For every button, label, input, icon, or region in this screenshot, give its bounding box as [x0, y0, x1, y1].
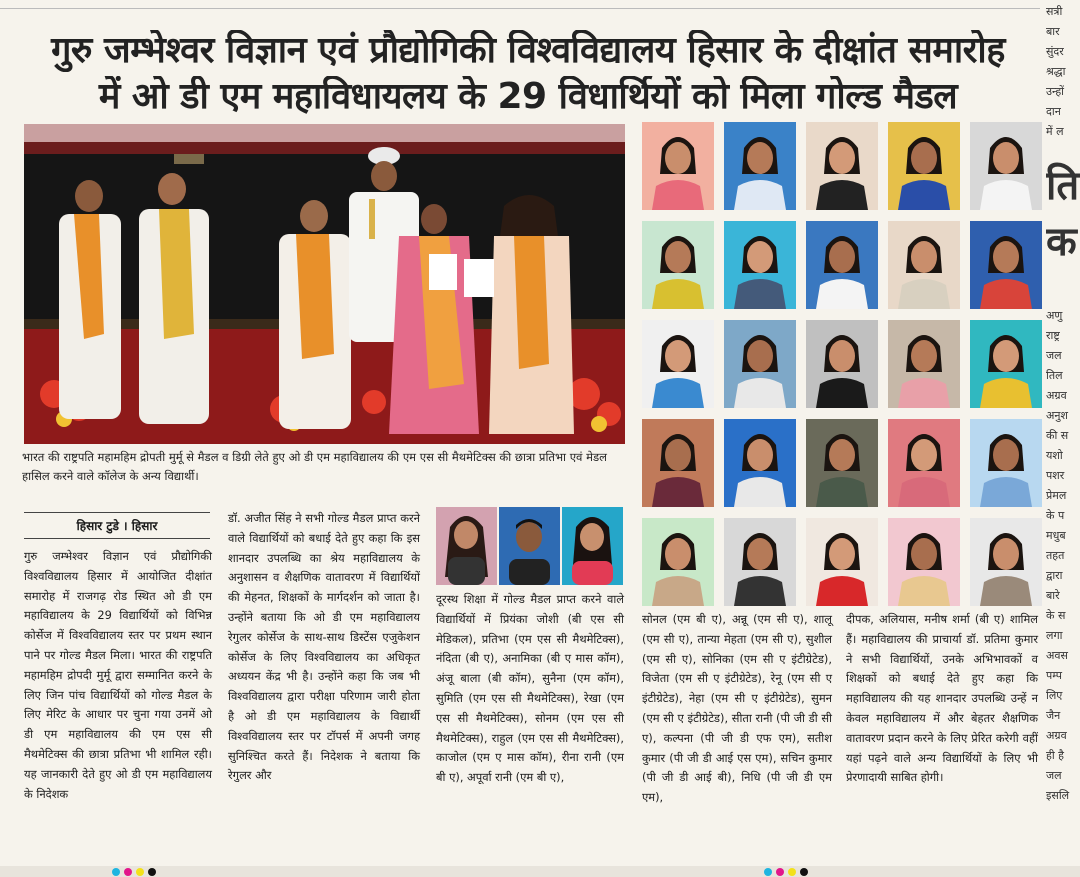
- adjacent-headline-1: ति: [1046, 163, 1080, 209]
- person-photo-icon: [888, 320, 960, 408]
- adjacent-line: दान: [1046, 105, 1061, 118]
- registration-dot-black: [148, 868, 156, 876]
- person-photo-icon: [642, 518, 714, 606]
- student-photo: [888, 122, 960, 210]
- person-photo-icon: [970, 122, 1042, 210]
- person-photo-icon: [806, 518, 878, 606]
- student-photo: [642, 122, 714, 210]
- adjacent-line: सुंदर: [1046, 45, 1064, 58]
- student-photo: [806, 221, 878, 309]
- article-column-4: सोनल (एम बी ए), अन्नू (एम सी ए), शालू (एम सी ए), तान्या मेहता (एम सी ए), सुशील (एम सी ए), सोनिका (एम सी ए इंटीग्रेटेड), विजेता (एम सी ए इंटीग्रेटेड), रेनू (एम सी ए इंटीग्रेटेड), नेहा (एम सी ए इंटीग्रेटेड), सुमन (एम सी ए इंटीग्रेटेड), सीता रानी (पी जी डी सी ए), कल्पना (पी जी डी एफ एम), सतीश कुमार (पी जी डी आई एस एम), सचिन कुमार (पी जी डी आई बी), निधि (पी जी डी एम एम),: [642, 612, 832, 805]
- student-photo: [724, 122, 796, 210]
- adjacent-line: अनुश: [1046, 409, 1068, 422]
- student-photo: [642, 419, 714, 507]
- adjacent-article-lines-top: [1046, 2, 1080, 142]
- student-photo: [806, 419, 878, 507]
- small-photo-2: [499, 507, 560, 585]
- registration-dot-magenta: [124, 868, 132, 876]
- adjacent-line: बारे: [1046, 589, 1060, 602]
- student-photo: [970, 419, 1042, 507]
- adjacent-line: के स: [1046, 609, 1066, 622]
- adjacent-line: जल: [1046, 349, 1062, 362]
- person-photo-icon: [970, 320, 1042, 408]
- adjacent-line: लगा: [1046, 629, 1063, 642]
- person-photo-icon: [806, 419, 878, 507]
- adjacent-line: अवस: [1046, 649, 1068, 662]
- article-column-2: डॉ. अजीत सिंह ने सभी गोल्ड मैडल प्राप्त करने वाले विद्यार्थियों को बधाई देते हुए कहा कि इस शानदार उपलब्धि का श्रेय महाविद्यालय के अनुशासन व शैक्षणिक वातावरण में विद्यार्थियों की मेहनत, शिक्षकों के मार्गदर्शन को जाता है। उन्होंने बताया कि ओ डी एम महाविद्यालय रेगुलर कोर्सेज के साथ-साथ डिस्टेंस एजुकेशन कोर्सेज के लिए विश्वविद्यालय का अधिकृत अध्ययन केंद्र भी है। उन्होंने कहा कि जब भी विश्वविद्यालय द्वारा परीक्षा परिणाम जारी होता है ओ डी एम महाविद्यालय के विद्यार्थी विश्वविद्यालय स्तर पर टॉपर्स में अपनी जगह सुनिश्चित करते हैं। निदेशक ने बताया कि रेगुलर और: [228, 511, 420, 783]
- person-photo-icon: [724, 518, 796, 606]
- student-photo: [970, 122, 1042, 210]
- student-photo: [806, 320, 878, 408]
- adjacent-line: प्रेमल: [1046, 489, 1067, 502]
- person-photo-icon: [436, 507, 497, 585]
- article-column-1: गुरु जम्भेश्वर विज्ञान एवं प्रौद्योगिकी विश्वविद्यालय हिसार में आयोजित दीक्षांत समारोह में राजगढ़ रोड स्थित ओ डी एम महाविद्यालय के 29 विद्यार्थियों को विभिन्न कोर्सेज में विश्वविद्यालय स्तर पर प्रथम स्थान पाने पर गोल्ड मैडल मिला। भारत की राष्ट्रपति महामहिम द्रोपदी मुर्मू द्वारा सम्मानित करने के लिए जिन पांच विद्यार्थियों को गोल्ड मैडल के लिए मेरिट के आधार पर चुना गया उनमें ओ डी एम महाविद्यालय की एम एस सी मैथमेटिक्स की छात्रा प्रतिभा भी शामिल रही। यह जानकारी देते हुए ओ डी एम महाविद्यालय के निदेशक: [24, 549, 212, 801]
- adjacent-line: ही है: [1046, 749, 1065, 762]
- adjacent-article-column: [1046, 0, 1080, 877]
- adjacent-line: में ल: [1046, 125, 1064, 138]
- small-photo-3: [562, 507, 623, 585]
- person-photo-icon: [970, 419, 1042, 507]
- registration-dot-magenta-2: [776, 868, 784, 876]
- registration-dot-yellow: [136, 868, 144, 876]
- photo-caption: भारत की राष्ट्रपति महामहिम द्रोपती मुर्मू से मैडल व डिग्री लेते हुए ओ डी एम महाविद्यालय की एम एस सी मैथमेटिक्स की छात्रा प्रतिभा एवं मेडल हासिल करने वाले कॉलेज के अन्य विद्यार्थी।: [22, 450, 607, 483]
- headline-line-2: में ओ डी एम महाविधायलय के 29 विधार्थियों को मिला गोल्ड मैडल: [98, 76, 958, 117]
- registration-dot-cyan: [112, 868, 120, 876]
- convocation-photo-illustration: [24, 124, 625, 444]
- adjacent-line: राष्ट्र: [1046, 329, 1060, 342]
- student-photo: [888, 419, 960, 507]
- adjacent-line: लिए: [1046, 689, 1063, 702]
- adjacent-line: की स: [1046, 429, 1069, 442]
- student-photo-grid: [642, 122, 1044, 610]
- convocation-photo: [24, 124, 625, 444]
- adjacent-line: जल: [1046, 769, 1062, 782]
- small-photo-1: [436, 507, 497, 585]
- person-photo-icon: [806, 221, 878, 309]
- adjacent-line: जैन: [1046, 709, 1061, 722]
- person-photo-icon: [724, 419, 796, 507]
- person-photo-icon: [888, 221, 960, 309]
- adjacent-headline-2: क: [1046, 219, 1077, 265]
- person-photo-icon: [562, 507, 623, 585]
- article-column-3: दूरस्थ शिक्षा में गोल्ड मैडल प्राप्त करने वाले विद्यार्थियों में प्रियंका जोशी (बी एस सी मेडिकल), प्रतिभा (एम एस सी मैथमेटिक्स), नंदिता (बी ए), अनामिका (बी ए मास कॉम), अंजू बाला (बी कॉम), सुनैना (एम कॉम), सुमिति (एम एस सी मैथमेटिक्स), रेखा (एम एस सी मैथमेटिक्स), सोनम (एम एस सी मैथमेटिक्स), राहुल (एम एस सी मैथमेटिक्स), काजोल (एम ए मास कॉम), रीना रानी (एम बी ए), अपूर्वा रानी (एम बी ए),: [436, 592, 624, 785]
- student-photo: [970, 320, 1042, 408]
- adjacent-line: उन्हों: [1046, 85, 1065, 98]
- adjacent-line: बार: [1046, 25, 1060, 38]
- person-photo-icon: [888, 122, 960, 210]
- student-photo: [724, 320, 796, 408]
- article-column-5: दीपक, अलियास, मनीष शर्मा (बी ए) शामिल हैं। महाविद्यालय की प्राचार्या डॉ. प्रतिमा कुमार ने सभी विद्यार्थियों, उनके अभिभावकों व शिक्षकों को बधाई देते हुए कहा कि महाविद्यालय की यह शानदार उपलब्धि उन्हें न केवल महाविद्यालय में और बेहतर शैक्षणिक वातावरण प्रदान करने के लिए प्रेरित करेगी वहीं यहां पढ़ने वाले अन्य विद्यार्थियों के लिए भी प्रेरणादायी साबित होगी।: [846, 612, 1038, 785]
- adjacent-line: इसलि: [1046, 789, 1070, 802]
- student-photo: [970, 221, 1042, 309]
- adjacent-line: श्रद्धा: [1046, 65, 1066, 78]
- adjacent-line: पशर: [1046, 469, 1065, 482]
- student-photo: [724, 419, 796, 507]
- adjacent-line: अग्रव: [1046, 389, 1067, 402]
- person-photo-icon: [642, 320, 714, 408]
- student-photo: [888, 320, 960, 408]
- student-photo: [642, 320, 714, 408]
- person-photo-icon: [888, 518, 960, 606]
- student-photo: [970, 518, 1042, 606]
- adjacent-line: अग्रव: [1046, 729, 1067, 742]
- person-photo-icon: [642, 419, 714, 507]
- adjacent-line: यशो: [1046, 449, 1063, 462]
- adjacent-line: अणु: [1046, 309, 1063, 322]
- person-photo-icon: [724, 221, 796, 309]
- adjacent-line: तहत: [1046, 549, 1065, 562]
- person-photo-icon: [724, 122, 796, 210]
- student-photo: [642, 221, 714, 309]
- top-rule: [0, 0, 1040, 9]
- person-photo-icon: [642, 221, 714, 309]
- student-photo: [724, 221, 796, 309]
- person-photo-icon: [888, 419, 960, 507]
- person-photo-icon: [642, 122, 714, 210]
- adjacent-line: मधुब: [1046, 529, 1066, 542]
- person-photo-icon: [970, 518, 1042, 606]
- registration-dot-black-2: [800, 868, 808, 876]
- student-photo: [888, 518, 960, 606]
- headline-line-1: गुरु जम्भेश्वर विज्ञान एवं प्रौद्योगिकी विश्वविद्यालय हिसार के दीक्षांत समारोह: [51, 30, 1005, 71]
- adjacent-line: तिल: [1046, 369, 1063, 382]
- registration-dot-yellow-2: [788, 868, 796, 876]
- student-photo: [642, 518, 714, 606]
- person-photo-icon: [806, 122, 878, 210]
- registration-dot-cyan-2: [764, 868, 772, 876]
- person-photo-icon: [724, 320, 796, 408]
- person-photo-icon: [499, 507, 560, 585]
- student-photo: [806, 122, 878, 210]
- adjacent-line: सत्री: [1046, 5, 1063, 18]
- print-registration-bar: [0, 866, 1080, 877]
- byline: हिसार टुडे । हिसार: [24, 512, 210, 539]
- person-photo-icon: [970, 221, 1042, 309]
- student-photo: [888, 221, 960, 309]
- student-photo: [806, 518, 878, 606]
- person-photo-icon: [806, 320, 878, 408]
- adjacent-line: के प: [1046, 509, 1065, 522]
- adjacent-line: पम्प: [1046, 669, 1063, 682]
- adjacent-article-lines-bottom: [1046, 306, 1080, 806]
- student-photo: [724, 518, 796, 606]
- adjacent-line: द्वारा: [1046, 569, 1063, 582]
